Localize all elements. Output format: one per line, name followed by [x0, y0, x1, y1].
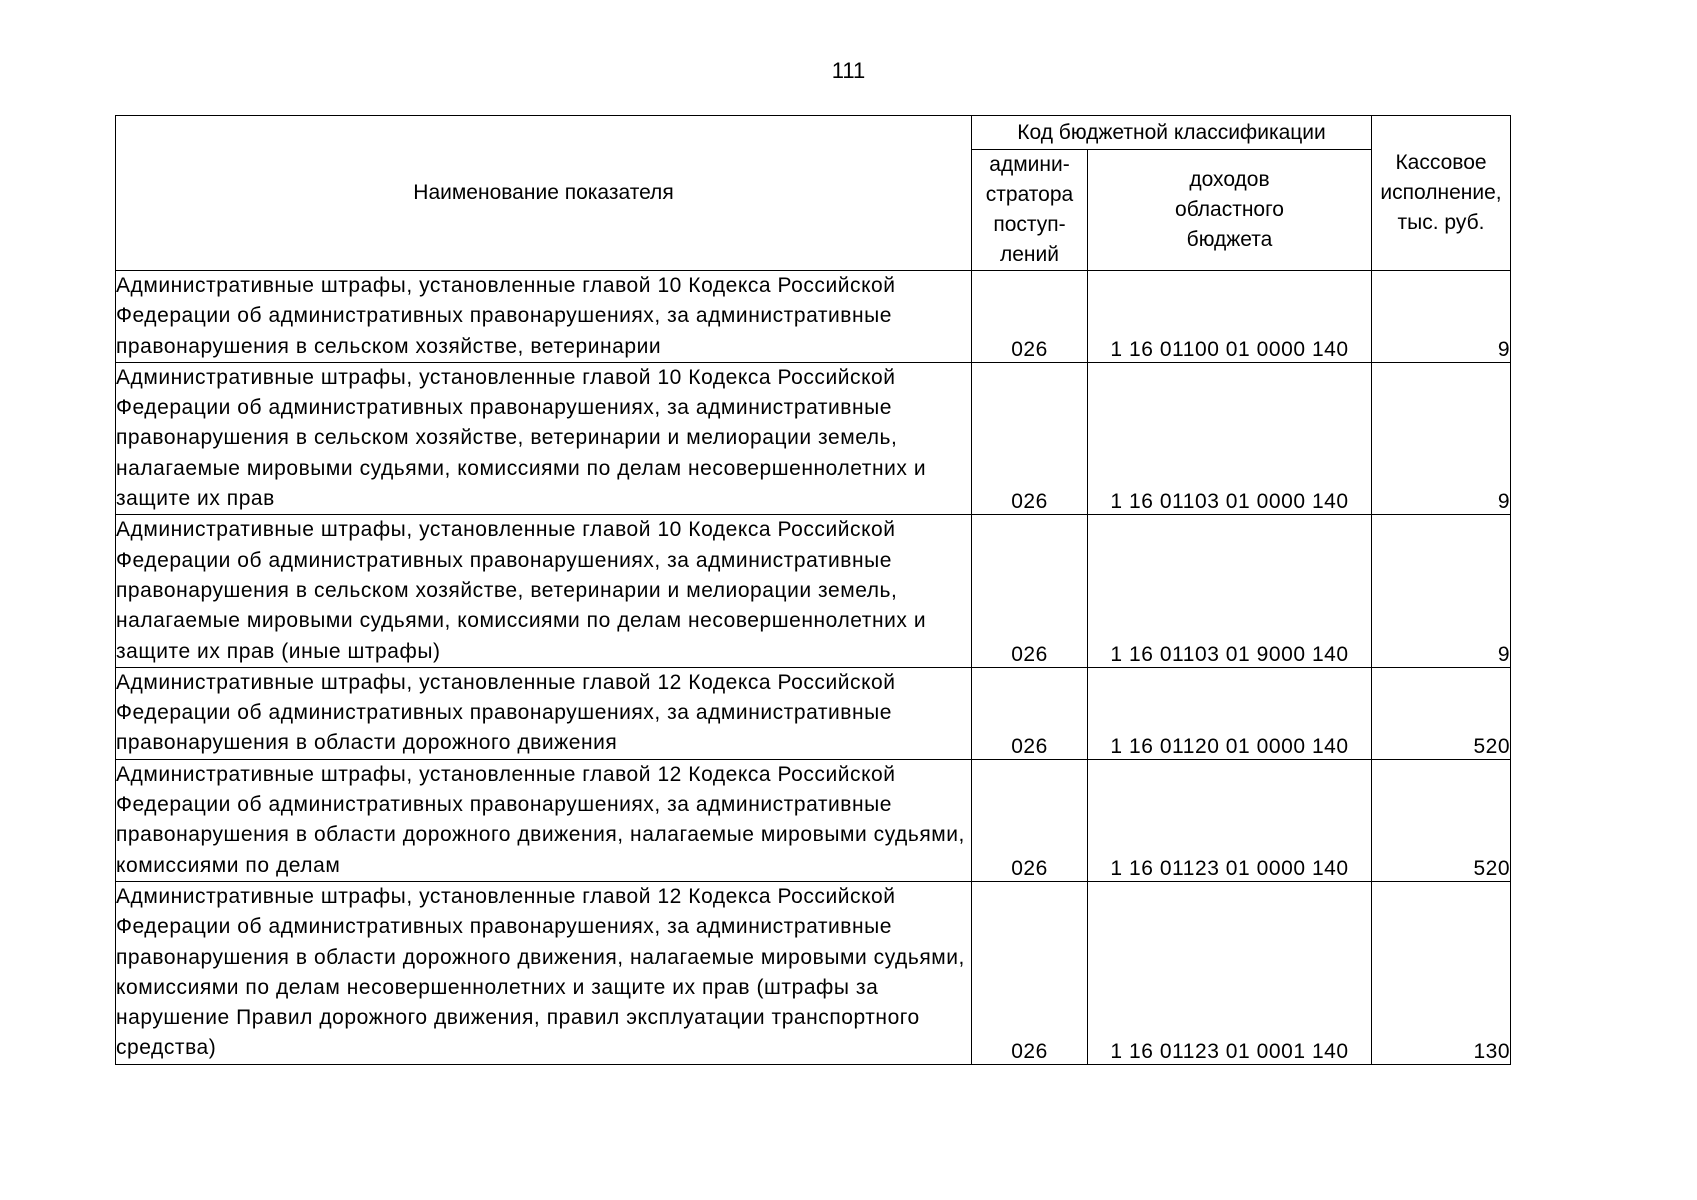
row-admin-code: 026: [972, 881, 1088, 1064]
table-row: [116, 271, 1511, 363]
row-amount: 9: [1372, 271, 1511, 363]
row-admin-code: 026: [972, 515, 1088, 667]
row-budget-code: 1 16 01103 01 0000 140: [1088, 362, 1372, 514]
row-budget-code: 1 16 01120 01 0000 140: [1088, 667, 1372, 759]
table-row: [116, 515, 1511, 667]
table-row: [116, 881, 1511, 1064]
row-budget-code: 1 16 01123 01 0001 140: [1088, 881, 1372, 1064]
row-budget-code: 1 16 01100 01 0000 140: [1088, 271, 1372, 363]
row-name: Административные штрафы, установленные главой 12 Кодекса Российской Федерации об административных правонарушениях, за административные правонарушения в области дорожного движения, налагаемые мировыми судьями, комиссиями по делам: [116, 759, 972, 881]
row-name: Административные штрафы, установленные главой 10 Кодекса Российской Федерации об административных правонарушениях, за административные правонарушения в сельском хозяйстве, ветеринарии и мелиорации земель, налагаемые мировыми судьями, комиссиями по делам несовершеннолетних и защите их прав: [116, 362, 972, 514]
row-amount: 130: [1372, 881, 1511, 1064]
table-body: [116, 271, 1511, 1065]
header-income-column: доходов областного бюджета: [1088, 150, 1372, 271]
header-code-group: Код бюджетной классификации: [972, 116, 1372, 150]
row-name: Административные штрафы, установленные главой 12 Кодекса Российской Федерации об административных правонарушениях, за административные правонарушения в области дорожного движения: [116, 667, 972, 759]
table-row: [116, 667, 1511, 759]
row-amount: 9: [1372, 362, 1511, 514]
row-admin-code: 026: [972, 759, 1088, 881]
table-header: [116, 116, 1511, 271]
row-name: Административные штрафы, установленные главой 10 Кодекса Российской Федерации об административных правонарушениях, за административные правонарушения в сельском хозяйстве, ветеринарии и мелиорации земель, налагаемые мировыми судьями, комиссиями по делам несовершеннолетних и защите их прав (иные штрафы): [116, 515, 972, 667]
row-budget-code: 1 16 01103 01 9000 140: [1088, 515, 1372, 667]
row-amount: 520: [1372, 759, 1511, 881]
table-row: [116, 759, 1511, 881]
row-budget-code: 1 16 01123 01 0000 140: [1088, 759, 1372, 881]
row-admin-code: 026: [972, 271, 1088, 363]
header-amount-column: Кассовое исполнение, тыс. руб.: [1372, 116, 1511, 271]
budget-table: [115, 115, 1511, 1065]
row-amount: 520: [1372, 667, 1511, 759]
row-name: Административные штрафы, установленные главой 12 Кодекса Российской Федерации об административных правонарушениях, за административные правонарушения в области дорожного движения, налагаемые мировыми судьями, комиссиями по делам несовершеннолетних и защите их прав (штрафы за нарушение Правил дорожного движения, правил эксплуатации транспортного средства): [116, 881, 972, 1064]
row-name: Административные штрафы, установленные главой 10 Кодекса Российской Федерации об административных правонарушениях, за административные правонарушения в сельском хозяйстве, ветеринарии: [116, 271, 972, 363]
row-admin-code: 026: [972, 667, 1088, 759]
header-admin-column: админи- стратора поступ- лений: [972, 150, 1088, 271]
row-admin-code: 026: [972, 362, 1088, 514]
row-amount: 9: [1372, 515, 1511, 667]
header-name-column: Наименование показателя: [116, 116, 972, 271]
table-row: [116, 362, 1511, 514]
page-number: 111: [831, 58, 866, 83]
